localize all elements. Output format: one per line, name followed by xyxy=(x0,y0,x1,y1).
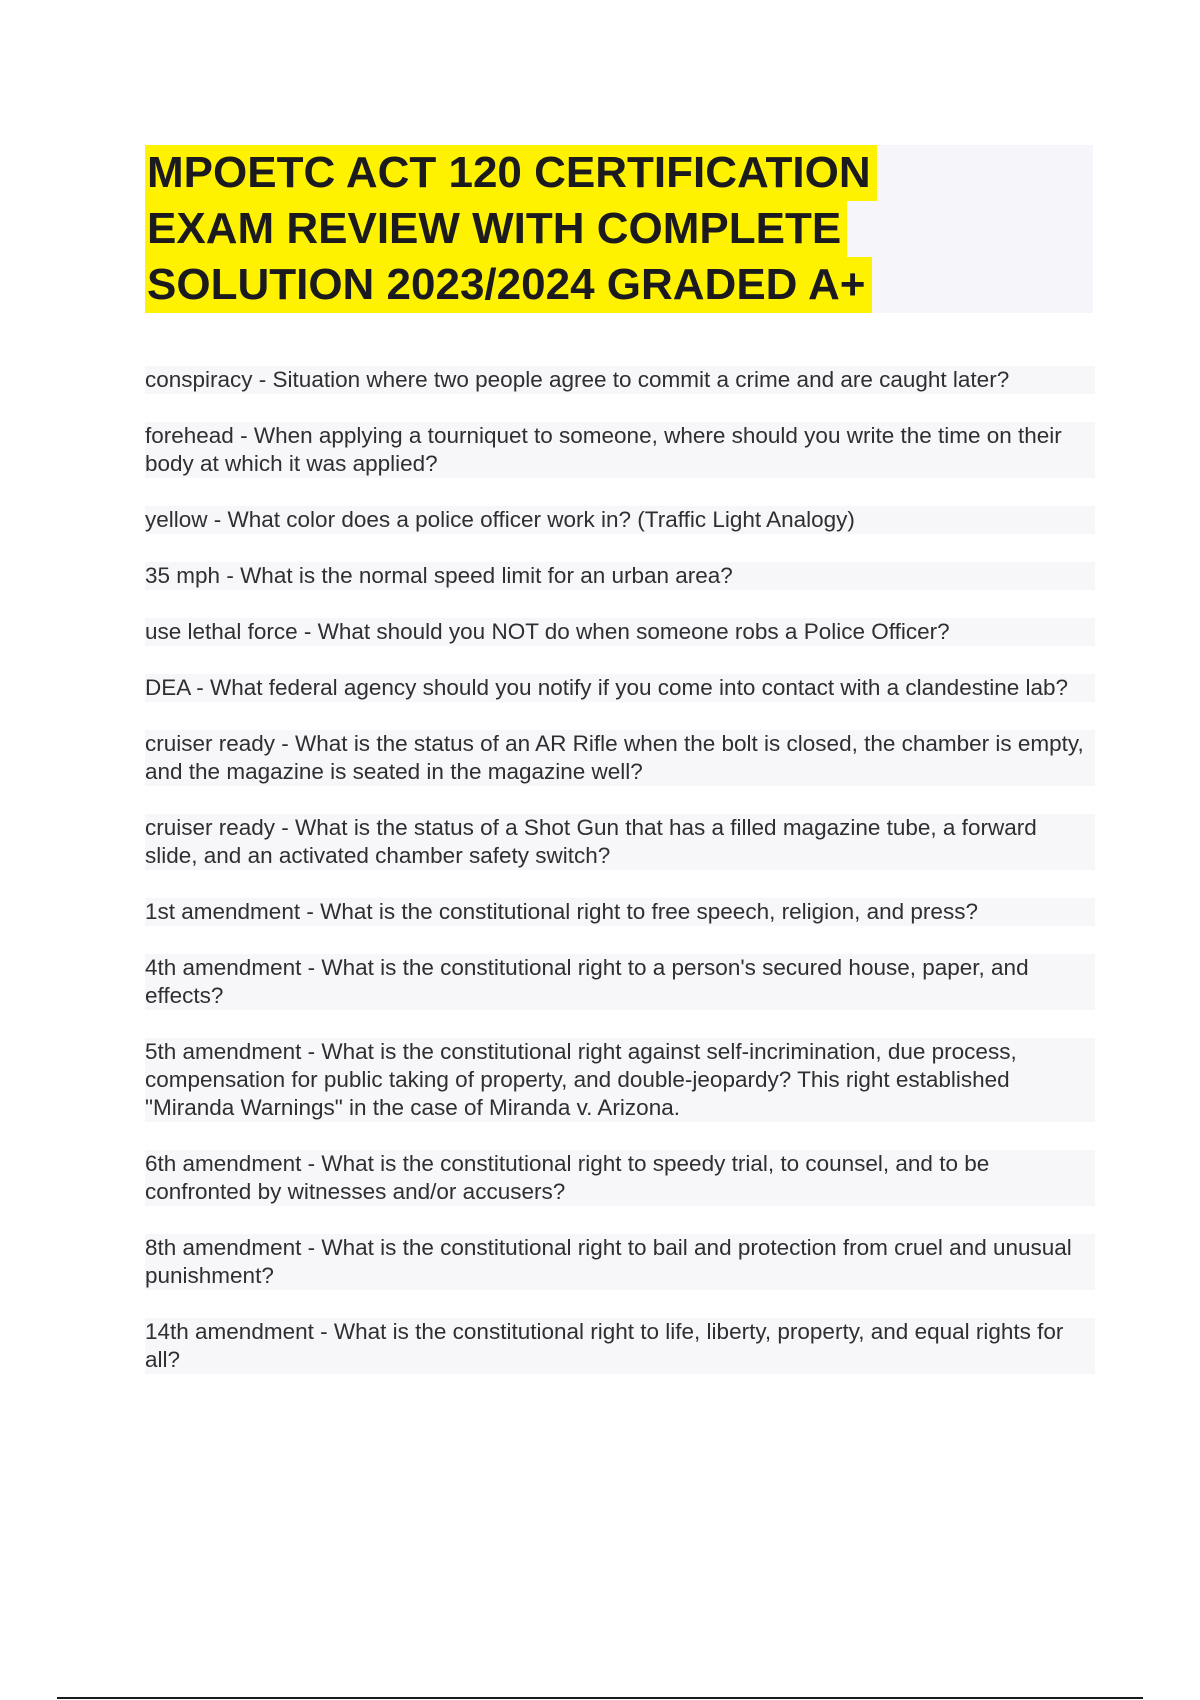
answer-term: DEA xyxy=(145,675,191,700)
question-text: What is the constitutional right to free speech, religion, and press? xyxy=(320,899,978,924)
qa-item xyxy=(145,1318,1095,1374)
document-title xyxy=(145,145,1093,313)
qa-item xyxy=(145,506,1095,534)
qa-item xyxy=(145,674,1095,702)
question-text: When applying a tourniquet to someone, where should you write the time on their body at which it was applied? xyxy=(145,423,1062,476)
qa-item xyxy=(145,730,1095,786)
separator: - xyxy=(207,507,228,532)
qa-item xyxy=(145,1234,1095,1290)
qa-item xyxy=(145,1150,1095,1206)
separator: - xyxy=(301,1151,322,1176)
qa-item xyxy=(145,366,1095,394)
answer-term: 14th amendment xyxy=(145,1319,314,1344)
answer-term: 6th amendment xyxy=(145,1151,302,1176)
separator: - xyxy=(220,563,241,588)
qa-item xyxy=(145,954,1095,1010)
answer-term: cruiser ready xyxy=(145,815,276,840)
title-line: EXAM REVIEW WITH COMPLETE xyxy=(145,201,847,257)
separator: - xyxy=(300,899,321,924)
answer-term: conspiracy xyxy=(145,367,253,392)
question-text: What is the constitutional right to speedy trial, to counsel, and to be confronted by witnesses and/or accusers? xyxy=(145,1151,990,1204)
answer-term: cruiser ready xyxy=(145,731,276,756)
question-text: What is the status of an AR Rifle when the bolt is closed, the chamber is empty, and the magazine is seated in the magazine well? xyxy=(145,731,1084,784)
qa-item xyxy=(145,562,1095,590)
answer-term: 35 mph xyxy=(145,563,221,588)
question-text: What is the normal speed limit for an urban area? xyxy=(240,563,733,588)
qa-item xyxy=(145,618,1095,646)
question-text: What is the status of a Shot Gun that has a filled magazine tube, a forward slide, and an activated chamber safety switch? xyxy=(145,815,1037,868)
separator: - xyxy=(252,367,273,392)
question-text: What is the constitutional right to bail and protection from cruel and unusual punishment? xyxy=(145,1235,1072,1288)
question-text: What federal agency should you notify if you come into contact with a clandestine lab? xyxy=(210,675,1069,700)
separator: - xyxy=(297,619,318,644)
separator: - xyxy=(233,423,254,448)
title-line: MPOETC ACT 120 CERTIFICATION xyxy=(145,145,877,201)
separator: - xyxy=(301,955,322,980)
question-text: What is the constitutional right to life, liberty, property, and equal rights for all? xyxy=(145,1319,1064,1372)
qa-item xyxy=(145,814,1095,870)
title-line: SOLUTION 2023/2024 GRADED A+ xyxy=(145,257,872,313)
answer-term: forehead xyxy=(145,423,234,448)
separator: - xyxy=(275,731,296,756)
separator: - xyxy=(275,815,296,840)
answer-term: 5th amendment xyxy=(145,1039,302,1064)
title-block xyxy=(145,145,1093,313)
qa-item xyxy=(145,1038,1095,1122)
separator: - xyxy=(301,1039,322,1064)
answer-term: yellow xyxy=(145,507,208,532)
answer-term: 1st amendment xyxy=(145,899,301,924)
answer-term: 8th amendment xyxy=(145,1235,302,1260)
answer-term: use lethal force xyxy=(145,619,298,644)
separator: - xyxy=(190,675,211,700)
answer-term: 4th amendment xyxy=(145,955,302,980)
question-text: Situation where two people agree to commit a crime and are caught later? xyxy=(272,367,1010,392)
question-text: What should you NOT do when someone robs a Police Officer? xyxy=(317,619,950,644)
qa-item xyxy=(145,422,1095,478)
question-text: What is the constitutional right to a person's secured house, paper, and effects? xyxy=(145,955,1029,1008)
qa-item xyxy=(145,898,1095,926)
separator: - xyxy=(301,1235,322,1260)
separator: - xyxy=(313,1319,334,1344)
footer-rule xyxy=(57,1697,1143,1699)
question-text: What color does a police officer work in? (Traffic Light Analogy) xyxy=(227,507,855,532)
question-text: What is the constitutional right against self-incrimination, due process, compensation for public taking of property, and double-jeopardy? This right established "Miranda Warnings" in the case of Miranda v. Arizona. xyxy=(145,1039,1017,1120)
qa-list xyxy=(145,366,1095,1402)
